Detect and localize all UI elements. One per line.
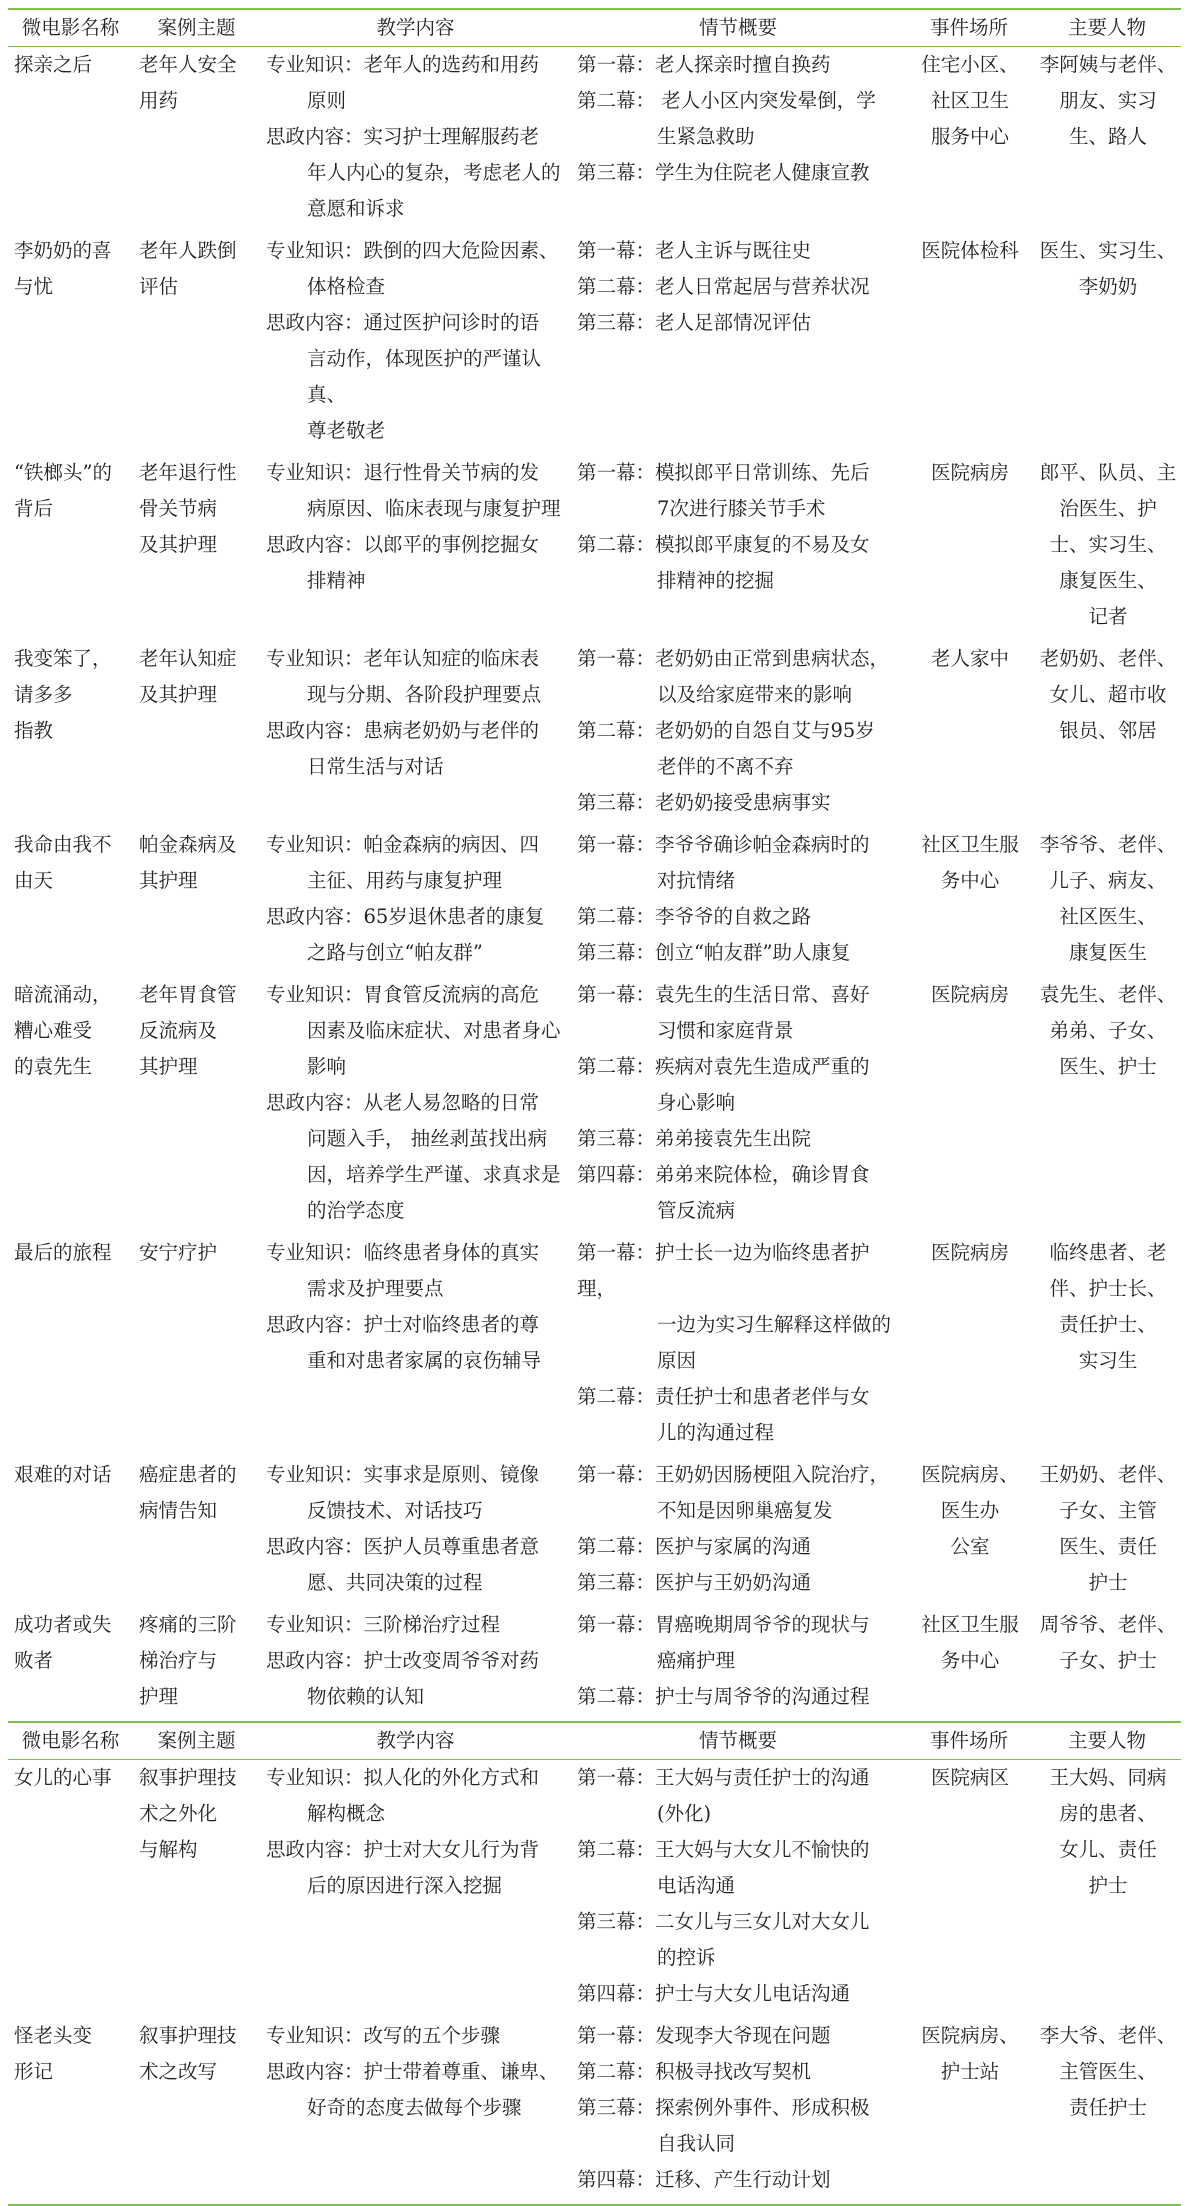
course-case-table <box>8 8 1181 2206</box>
cell-line: 老奶奶、老伴、 <box>1039 647 1177 670</box>
cell-line: 护士站 <box>940 2060 1000 2083</box>
cell-line: 思政内容：实习护士理解服药老 <box>266 125 540 148</box>
cell-line: 主管医生、 <box>1059 2060 1157 2083</box>
column-header: 教学内容 <box>260 9 571 47</box>
case-theme-cell <box>133 641 260 827</box>
cell-line: 第二幕：李爷爷的自救之路 <box>577 905 812 928</box>
header-row <box>8 1722 1181 1760</box>
cell-line: 李阿姨与老伴、 <box>1039 53 1177 76</box>
cell-line: 梯治疗与 <box>139 1649 218 1672</box>
event-place-cell <box>905 641 1033 827</box>
cell-line: 思政内容：以郎平的事例挖掘女 <box>266 533 540 556</box>
cell-line: 专业知识：老年人的选药和用药 <box>266 53 540 76</box>
cell-line: 言动作，体现医护的严谨认真、 <box>306 347 541 406</box>
cell-line: 医院病房 <box>930 1241 1009 1264</box>
cell-line: 反馈技术、对话技巧 <box>306 1499 483 1522</box>
teaching-content-cell <box>260 1235 571 1457</box>
cell-line: 医院病房 <box>930 461 1009 484</box>
table-row <box>8 977 1181 1235</box>
case-theme-cell <box>133 233 260 455</box>
table-row <box>8 2018 1181 2205</box>
cell-line: 第二幕：医护与家属的沟通 <box>577 1535 812 1558</box>
case-theme-cell <box>133 1760 260 2019</box>
cell-line: 思政内容：护士对大女儿行为背 <box>266 1838 540 1861</box>
cell-line: 第三幕：学生为住院老人健康宣教 <box>577 161 870 184</box>
cell-line: 王奶奶、老伴、 <box>1039 1463 1177 1486</box>
cell-line: 叙事护理技 <box>139 1766 237 1789</box>
cell-line: 习惯和家庭背景 <box>656 1019 794 1042</box>
cell-line: 因，培养学生严谨、求真求是 <box>306 1163 561 1186</box>
cell-line: 第二幕： 老人小区内突发晕倒，学 <box>577 89 876 112</box>
cell-line: 李奶奶 <box>1078 275 1138 298</box>
event-place-cell <box>905 455 1033 641</box>
cell-line: 王大妈、同病 <box>1049 1766 1167 1789</box>
cell-line: 现与分期、各阶段护理要点 <box>306 683 541 706</box>
cell-line: 不知是因卵巢癌复发 <box>656 1499 833 1522</box>
cell-line: 需求及护理要点 <box>306 1277 444 1300</box>
cell-line: 第二幕：老奶奶的自怨自艾与95岁 <box>577 719 875 742</box>
plot-summary-cell <box>571 827 905 977</box>
event-place-cell <box>905 827 1033 977</box>
event-place-cell <box>905 1760 1033 2019</box>
event-place-cell <box>905 977 1033 1235</box>
cell-line: 评估 <box>139 275 179 298</box>
case-theme-cell <box>133 1457 260 1607</box>
cell-line: 儿子、病友、 <box>1049 869 1167 892</box>
cell-line: 第四幕：迁移、产生行动计划 <box>577 2168 831 2191</box>
cell-line: 探亲之后 <box>14 53 93 76</box>
cell-line: 物依赖的认知 <box>306 1685 424 1708</box>
cell-line: 医生、责任 <box>1059 1535 1157 1558</box>
cell-line: 日常生活与对话 <box>306 755 444 778</box>
cell-line: 公室 <box>950 1535 990 1558</box>
main-characters-cell <box>1033 1235 1181 1457</box>
plot-summary-cell <box>571 233 905 455</box>
cell-line: 病情告知 <box>139 1499 218 1522</box>
teaching-content-cell <box>260 455 571 641</box>
cell-line: 思政内容：患病老奶奶与老伴的 <box>266 719 540 742</box>
table-row <box>8 1235 1181 1457</box>
cell-line: 老年人跌倒 <box>139 239 237 262</box>
cell-line: 愿、共同决策的过程 <box>306 1571 483 1594</box>
cell-line: 败者 <box>14 1649 54 1672</box>
cell-line: 第一幕：护士长一边为临终患者护理， <box>577 1241 870 1300</box>
cell-line: 专业知识：胃食管反流病的高危 <box>266 983 540 1006</box>
cell-line: 的袁先生 <box>14 1055 93 1078</box>
cell-line: 术之改写 <box>139 2060 218 2083</box>
cell-line: 第一幕：老人探亲时擅自换药 <box>577 53 831 76</box>
plot-summary-cell <box>571 641 905 827</box>
case-theme-cell <box>133 2018 260 2205</box>
plot-summary-cell <box>571 1457 905 1607</box>
cell-line: 第二幕：老人日常起居与营养状况 <box>577 275 870 298</box>
cell-line: 老年胃食管 <box>139 983 237 1006</box>
cell-line: 专业知识：退行性骨关节病的发 <box>266 461 540 484</box>
cell-line: “铁榔头”的 <box>14 461 112 484</box>
cell-line: 病原因、临床表现与康复护理 <box>306 497 561 520</box>
cell-line: 第二幕：模拟郎平康复的不易及女 <box>577 533 870 556</box>
table-section-2 <box>8 1722 1181 2205</box>
event-place-cell <box>905 233 1033 455</box>
cell-line: 第二幕：疾病对袁先生造成严重的 <box>577 1055 870 1078</box>
cell-line: 最后的旅程 <box>14 1241 112 1264</box>
cell-line: 专业知识：帕金森病的病因、四 <box>266 833 540 856</box>
cell-line: 李爷爷、老伴、 <box>1039 833 1177 856</box>
event-place-cell <box>905 1457 1033 1607</box>
cell-line: 排精神 <box>306 569 366 592</box>
event-place-cell <box>905 2018 1033 2205</box>
cell-line: 原则 <box>306 89 346 112</box>
cell-line: 专业知识：老年认知症的临床表 <box>266 647 540 670</box>
cell-line: 护士 <box>1088 1571 1128 1594</box>
cell-line: 电话沟通 <box>656 1874 735 1897</box>
cell-line: 问题入手， 抽丝剥茧找出病 <box>306 1127 548 1150</box>
cell-line: 第二幕：王大妈与大女儿不愉快的 <box>577 1838 870 1861</box>
cell-line: 7次进行膝关节手术 <box>656 497 826 520</box>
column-header: 案例主题 <box>133 9 260 47</box>
cell-line: 医院病房、 <box>921 1463 1019 1486</box>
cell-line: 医院病房 <box>930 983 1009 1006</box>
cell-line: 的控诉 <box>656 1946 716 1969</box>
cell-line: 意愿和诉求 <box>306 197 405 220</box>
case-theme-cell <box>133 47 260 234</box>
cell-line: 我变笨了， <box>14 647 112 670</box>
plot-summary-cell <box>571 1235 905 1457</box>
cell-line: 专业知识：临终患者身体的真实 <box>266 1241 540 1264</box>
cell-line: 生、路人 <box>1068 125 1147 148</box>
cell-line: 叙事护理技 <box>139 2024 237 2047</box>
column-header: 微电影名称 <box>8 9 133 47</box>
column-header: 微电影名称 <box>8 1722 133 1760</box>
cell-line: 背后 <box>14 497 54 520</box>
cell-line: 与解构 <box>139 1838 198 1861</box>
film-name-cell <box>8 455 133 641</box>
cell-line: 老年人安全 <box>139 53 237 76</box>
table-row <box>8 1457 1181 1607</box>
cell-line: 第三幕：老人足部情况评估 <box>577 311 812 334</box>
cell-line: 思政内容：护士带着尊重、谦卑、 <box>266 2060 559 2083</box>
cell-line: 女儿的心事 <box>14 1766 112 1789</box>
teaching-content-cell <box>260 827 571 977</box>
cell-line: (外化) <box>656 1802 712 1825</box>
teaching-content-cell <box>260 2018 571 2205</box>
cell-line: 指教 <box>14 719 54 742</box>
cell-line: 思政内容：护士改变周爷爷对药 <box>266 1649 540 1672</box>
cell-line: 第三幕：弟弟接袁先生出院 <box>577 1127 812 1150</box>
column-header: 案例主题 <box>133 1722 260 1760</box>
cell-line: 第一幕：袁先生的生活日常、喜好 <box>577 983 870 1006</box>
cell-line: 专业知识：实事求是原则、镜像 <box>266 1463 540 1486</box>
teaching-content-cell <box>260 47 571 234</box>
cell-line: 其护理 <box>139 869 198 892</box>
cell-line: 社区卫生服 <box>921 1613 1019 1636</box>
cell-line: 重和对患者家属的哀伤辅导 <box>306 1349 541 1372</box>
column-header: 情节概要 <box>571 9 905 47</box>
case-theme-cell <box>133 1607 260 1722</box>
case-theme-cell <box>133 827 260 977</box>
cell-line: 老年认知症 <box>139 647 237 670</box>
teaching-content-cell <box>260 977 571 1235</box>
cell-line: 李大爷、老伴、 <box>1039 2024 1177 2047</box>
cell-line: 及其护理 <box>139 533 218 556</box>
cell-line: 思政内容：护士对临终患者的尊 <box>266 1313 540 1336</box>
cell-line: 社区卫生服 <box>921 833 1019 856</box>
cell-line: 房的患者、 <box>1059 1802 1157 1825</box>
cell-line: 务中心 <box>940 1649 1000 1672</box>
main-characters-cell <box>1033 47 1181 234</box>
cell-line: 请多多 <box>14 683 73 706</box>
cell-line: 住宅小区、 <box>921 53 1019 76</box>
event-place-cell <box>905 1607 1033 1722</box>
cell-line: 子女、主管 <box>1059 1499 1157 1522</box>
table-row <box>8 827 1181 977</box>
cell-line: 责任护士、 <box>1059 1313 1157 1336</box>
plot-summary-cell <box>571 1607 905 1722</box>
film-name-cell <box>8 1607 133 1722</box>
cell-line: 主征、用药与康复护理 <box>306 869 502 892</box>
cell-line: 对抗情绪 <box>656 869 735 892</box>
cell-line: 治医生、护 <box>1059 497 1157 520</box>
cell-line: 疼痛的三阶 <box>139 1613 237 1636</box>
table-row <box>8 1760 1181 2019</box>
cell-line: 专业知识：跌倒的四大危险因素、 <box>266 239 559 262</box>
plot-summary-cell <box>571 47 905 234</box>
plot-summary-cell <box>571 455 905 641</box>
cell-line: 老人家中 <box>930 647 1009 670</box>
cell-line: 由天 <box>14 869 54 892</box>
cell-line: 第一幕：模拟郎平日常训练、先后 <box>577 461 870 484</box>
main-characters-cell <box>1033 977 1181 1235</box>
cell-line: 服务中心 <box>930 125 1009 148</box>
main-characters-cell <box>1033 641 1181 827</box>
teaching-content-cell <box>260 233 571 455</box>
case-theme-cell <box>133 1235 260 1457</box>
table-row <box>8 455 1181 641</box>
cell-line: 第三幕：老奶奶接受患病事实 <box>577 791 831 814</box>
cell-line: 成功者或失 <box>14 1613 112 1636</box>
cell-line: 解构概念 <box>306 1802 385 1825</box>
cell-line: 好奇的态度去做每个步骤 <box>306 2096 522 2119</box>
cell-line: 临终患者、老 <box>1049 1241 1167 1264</box>
teaching-content-cell <box>260 1457 571 1607</box>
cell-line: 形记 <box>14 2060 54 2083</box>
cell-line: 老伴的不离不弃 <box>656 755 794 778</box>
cell-line: 尊老敬老 <box>306 419 385 442</box>
cell-line: 记者 <box>1088 605 1128 628</box>
main-characters-cell <box>1033 2018 1181 2205</box>
cell-line: 思政内容：通过医护问诊时的语 <box>266 311 540 334</box>
cell-line: 医院病房、 <box>921 2024 1019 2047</box>
cell-line: 医生、护士 <box>1059 1055 1157 1078</box>
cell-line: 糟心难受 <box>14 1019 93 1042</box>
column-header: 主要人物 <box>1033 9 1181 47</box>
cell-line: 思政内容：从老人易忽略的日常 <box>266 1091 540 1114</box>
cell-line: 第二幕：护士与周爷爷的沟通过程 <box>577 1685 870 1708</box>
cell-line: 之路与创立“帕友群” <box>306 941 483 964</box>
teaching-content-cell <box>260 641 571 827</box>
cell-line: 第三幕：二女儿与三女儿对大女儿 <box>577 1910 870 1933</box>
cell-line: 第一幕：老奶奶由正常到患病状态， <box>577 647 890 670</box>
cell-line: 骨关节病 <box>139 497 218 520</box>
column-header: 主要人物 <box>1033 1722 1181 1760</box>
cell-line: 癌痛护理 <box>656 1649 735 1672</box>
film-name-cell <box>8 2018 133 2205</box>
cell-line: 怪老头变 <box>14 2024 93 2047</box>
cell-line: 暗流涌动， <box>14 983 112 1006</box>
cell-line: 第一幕：发现李大爷现在问题 <box>577 2024 831 2047</box>
cell-line: 与忧 <box>14 275 54 298</box>
cell-line: 社区卫生 <box>930 89 1009 112</box>
cell-line: 第一幕：李爷爷确诊帕金森病时的 <box>577 833 870 856</box>
main-characters-cell <box>1033 1457 1181 1607</box>
film-name-cell <box>8 1457 133 1607</box>
cell-line: 自我认同 <box>656 2132 735 2155</box>
table-row <box>8 233 1181 455</box>
film-name-cell <box>8 233 133 455</box>
cell-line: 安宁疗护 <box>139 1241 218 1264</box>
cell-line: 体格检查 <box>306 275 385 298</box>
film-name-cell <box>8 47 133 234</box>
table-row <box>8 641 1181 827</box>
cell-line: 身心影响 <box>656 1091 735 1114</box>
micro-film-table <box>8 8 1181 2206</box>
table-section-1 <box>8 9 1181 1722</box>
event-place-cell <box>905 47 1033 234</box>
cell-line: 第一幕：胃癌晚期周爷爷的现状与 <box>577 1613 870 1636</box>
cell-line: 医院病区 <box>930 1766 1009 1789</box>
table-row <box>8 1607 1181 1722</box>
film-name-cell <box>8 641 133 827</box>
cell-line: 医院体检科 <box>921 239 1019 262</box>
cell-line: 周爷爷、老伴、 <box>1039 1613 1177 1636</box>
cell-line: 我命由我不 <box>14 833 112 856</box>
main-characters-cell <box>1033 1607 1181 1722</box>
column-header: 教学内容 <box>260 1722 571 1760</box>
table-row <box>8 47 1181 234</box>
cell-line: 以及给家庭带来的影响 <box>656 683 852 706</box>
film-name-cell <box>8 1760 133 2019</box>
plot-summary-cell <box>571 2018 905 2205</box>
column-header: 事件场所 <box>905 1722 1033 1760</box>
main-characters-cell <box>1033 233 1181 455</box>
cell-line: 女儿、超市收 <box>1049 683 1167 706</box>
cell-line: 艰难的对话 <box>14 1463 112 1486</box>
cell-line: 第一幕：王奶奶因肠梗阻入院治疗， <box>577 1463 890 1486</box>
cell-line: 士、实习生、 <box>1049 533 1167 556</box>
cell-line: 子女、护士 <box>1059 1649 1157 1672</box>
cell-line: 的治学态度 <box>306 1199 405 1222</box>
cell-line: 年人内心的复杂，考虑老人的 <box>306 161 561 184</box>
cell-line: 伴、护士长、 <box>1049 1277 1167 1300</box>
film-name-cell <box>8 827 133 977</box>
cell-line: 第三幕：探索例外事件、形成积极 <box>577 2096 870 2119</box>
cell-line: 医生办 <box>940 1499 1000 1522</box>
cell-line: 术之外化 <box>139 1802 218 1825</box>
cell-line: 郎平、队员、主 <box>1039 461 1177 484</box>
cell-line: 第三幕：医护与王奶奶沟通 <box>577 1571 812 1594</box>
cell-line: 第二幕：积极寻找改写契机 <box>577 2060 812 2083</box>
cell-line: 专业知识：拟人化的外化方式和 <box>266 1766 540 1789</box>
cell-line: 管反流病 <box>656 1199 735 1222</box>
cell-line: 康复医生、 <box>1059 569 1157 592</box>
cell-line: 专业知识：三阶梯治疗过程 <box>266 1613 501 1636</box>
main-characters-cell <box>1033 1760 1181 2019</box>
film-name-cell <box>8 977 133 1235</box>
cell-line: 癌症患者的 <box>139 1463 237 1486</box>
cell-line: 李奶奶的喜 <box>14 239 112 262</box>
cell-line: 后的原因进行深入挖掘 <box>306 1874 502 1897</box>
cell-line: 用药 <box>139 89 179 112</box>
cell-line: 实习生 <box>1078 1349 1138 1372</box>
cell-line: 朋友、实习 <box>1059 89 1157 112</box>
cell-line: 康复医生 <box>1068 941 1147 964</box>
film-name-cell <box>8 1235 133 1457</box>
cell-line: 思政内容：65岁退休患者的康复 <box>266 905 545 928</box>
event-place-cell <box>905 1235 1033 1457</box>
cell-line: 第一幕：老人主诉与既往史 <box>577 239 812 262</box>
cell-line: 老年退行性 <box>139 461 237 484</box>
cell-line: 弟弟、子女、 <box>1049 1019 1167 1042</box>
cell-line: 影响 <box>306 1055 346 1078</box>
cell-line: 生紧急救助 <box>656 125 755 148</box>
cell-line: 及其护理 <box>139 683 218 706</box>
teaching-content-cell <box>260 1607 571 1722</box>
cell-line: 因素及临床症状、对患者身心 <box>306 1019 561 1042</box>
cell-line: 社区医生、 <box>1059 905 1157 928</box>
cell-line: 护士 <box>1088 1874 1128 1897</box>
cell-line: 第四幕：护士与大女儿电话沟通 <box>577 1982 851 2005</box>
teaching-content-cell <box>260 1760 571 2019</box>
main-characters-cell <box>1033 827 1181 977</box>
cell-line: 务中心 <box>940 869 1000 892</box>
cell-line: 女儿、责任 <box>1059 1838 1157 1861</box>
cell-line: 排精神的挖掘 <box>656 569 774 592</box>
cell-line: 第四幕：弟弟来院体检，确诊胃食 <box>577 1163 870 1186</box>
main-characters-cell <box>1033 455 1181 641</box>
cell-line: 护理 <box>139 1685 179 1708</box>
cell-line: 袁先生、老伴、 <box>1039 983 1177 1006</box>
case-theme-cell <box>133 455 260 641</box>
plot-summary-cell <box>571 1760 905 2019</box>
cell-line: 帕金森病及 <box>139 833 237 856</box>
cell-line: 思政内容：医护人员尊重患者意 <box>266 1535 540 1558</box>
cell-line: 第二幕：责任护士和患者老伴与女 <box>577 1385 870 1408</box>
cell-line: 反流病及 <box>139 1019 218 1042</box>
cell-line: 第三幕：创立“帕友群”助人康复 <box>577 941 851 964</box>
cell-line: 责任护士 <box>1068 2096 1147 2119</box>
column-header: 情节概要 <box>571 1722 905 1760</box>
cell-line: 银员、邻居 <box>1059 719 1157 742</box>
plot-summary-cell <box>571 977 905 1235</box>
cell-line: 专业知识：改写的五个步骤 <box>266 2024 501 2047</box>
cell-line: 医生、实习生、 <box>1039 239 1177 262</box>
column-header: 事件场所 <box>905 9 1033 47</box>
cell-line: 儿的沟通过程 <box>656 1421 774 1444</box>
cell-line: 第一幕：王大妈与责任护士的沟通 <box>577 1766 870 1789</box>
cell-line: 一边为实习生解释这样做的原因 <box>656 1313 891 1372</box>
cell-line: 其护理 <box>139 1055 198 1078</box>
header-row <box>8 9 1181 47</box>
case-theme-cell <box>133 977 260 1235</box>
